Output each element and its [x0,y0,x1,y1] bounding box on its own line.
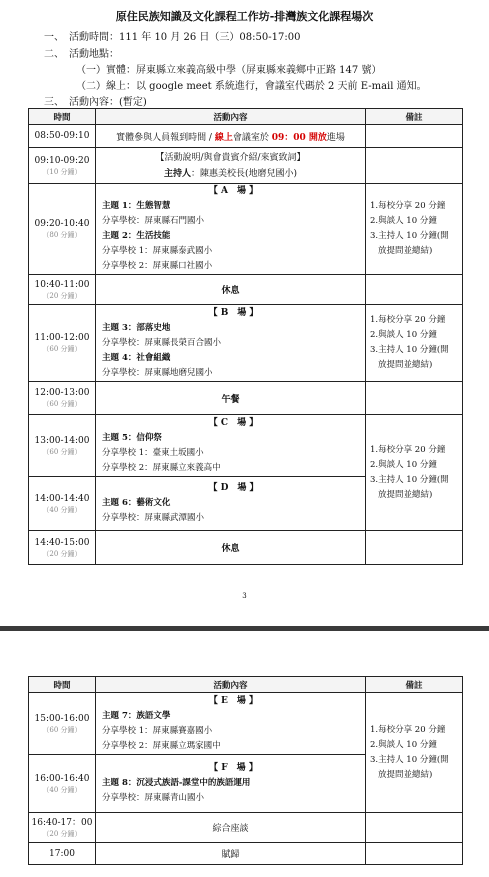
row-time [29,415,96,477]
note-line: 1.每校分享 20 分鐘 [370,724,446,735]
content-text: 進場 [326,132,345,143]
note-line: 1.每校分享 20 分鐘 [370,444,446,455]
content-text: 實體參與人員報到時間 / [116,132,215,143]
note-line: 2.與談人 10 分鐘 [370,459,437,470]
duration-text: （80 分鐘） [42,231,82,239]
row-content [96,477,366,531]
row-content [96,125,366,148]
time-text: 09:10-09:20 [34,155,90,166]
table-row [29,382,463,415]
duration-text: （20 分鐘） [42,549,82,558]
content-text: 會議室於 [232,132,272,143]
row-time [29,693,96,755]
row-note [366,813,463,843]
row-content: 休息 [96,275,366,305]
duration-text: （40 分鐘） [42,505,82,514]
row-content: 午餐 [96,382,366,415]
topic-title: 主題 1：生態智慧 [102,201,171,211]
page-break-bar [0,626,489,631]
table-row [29,125,463,148]
note-line: 放提問並總結) [378,489,433,500]
schedule-table-continued [28,676,463,865]
time-text: 12:00-13:00 [34,388,90,398]
row-content: 綜合座談 [96,813,366,843]
note-line: 1.每校分享 20 分鐘 [370,201,446,211]
host-name: ：陳惠美校長(地磨兒國小) [190,168,298,179]
row-content [96,415,366,477]
note-line: 2.與談人 10 分鐘 [370,330,437,340]
time-text: 08:50-09:10 [34,131,90,141]
highlight-text: 線上 [214,132,233,143]
note-line: 2.與談人 10 分鐘 [370,216,437,226]
event-content-label: 三、 活動內容：(暫定) [44,97,147,108]
sharing-school: 分享學校：屏東縣地磨兒國小 [102,367,213,378]
duration-text: （10 分鐘） [42,167,82,176]
section-heading: 【 B 場 】 [208,307,259,318]
sharing-school: 分享學校：屏東縣青山國小 [102,793,205,803]
header-time: 時間 [29,677,96,693]
duration-text: （60 分鐘） [42,725,82,734]
time-text: 15:00-16:00 [34,713,90,724]
sharing-school: 分享學校 2：屏東縣立瑪家國中 [102,740,221,751]
note-line: 放提問並總結) [378,246,433,256]
time-text: 17:00 [49,848,75,859]
time-text: 10:40-11:00 [34,279,90,290]
time-text: 13:00-14:00 [34,435,90,446]
table-row [29,415,463,477]
topic-title: 主題 2：生活技能 [102,231,171,241]
topic-title: 主題 6：藝術文化 [102,498,171,508]
row-note [366,415,463,531]
note-line: 放提問並總結) [378,769,433,780]
table-header-row [29,109,463,125]
row-time [29,755,96,813]
row-time [29,148,96,184]
section-heading: 【 D 場 】 [208,483,259,493]
page-separator [0,612,489,642]
note-line: 3.主持人 10 分鐘(開 [370,231,449,241]
duration-text: （60 分鐘） [42,345,82,353]
topic-title: 主題 5：信仰祭 [102,432,162,443]
header-note: 備註 [366,677,463,693]
page-2 [0,642,489,877]
note-line: 1.每校分享 20 分鐘 [370,315,446,325]
sharing-school: 分享學校：屏東縣長榮百合國小 [102,337,222,348]
note-line: 3.主持人 10 分鐘(開 [370,345,449,355]
row-content [96,755,366,813]
document-title: 原住民族知識及文化課程工作坊-排灣族文化課程場次 [115,10,374,23]
sharing-school: 分享學校 2：屏東縣口社國小 [102,261,213,271]
sharing-school: 分享學校：屏東縣武潭國小 [102,513,205,523]
row-time [29,843,96,865]
duration-text: （40 分鐘） [42,785,82,794]
row-content: 休息 [96,531,366,565]
time-text: 11:00-12:00 [34,333,90,343]
row-note [366,843,463,865]
row-note [366,382,463,415]
topic-title: 主題 7：族語文學 [102,710,171,721]
section-heading: 【 F 場 】 [209,763,258,773]
row-note [366,305,463,382]
row-time [29,275,96,305]
duration-text: （60 分鐘） [42,400,82,408]
row-note [366,693,463,813]
table-row [29,184,463,275]
row-note [366,275,463,305]
header-time: 時間 [29,109,96,125]
sharing-school: 分享學校 1：屏東縣賽嘉國小 [102,725,213,736]
section-heading: 【 A 場 】 [208,186,259,196]
row-time [29,813,96,843]
event-place-online: （二）線上：以 google meet 系統進行，會議室代碼於 2 天前 E-mail 通知。 [76,81,427,92]
note-line: 放提問並總結) [378,360,433,370]
page-number: 3 [242,592,247,600]
row-content [96,148,366,184]
section-heading: 【 E 場 】 [208,695,259,706]
row-time [29,477,96,531]
sharing-school: 分享學校 1：屏東縣泰武國小 [102,246,213,256]
topic-title: 主題 3：部落史地 [102,322,171,333]
time-text: 16:00-16:40 [34,773,90,784]
event-place-label: 二、 活動地點： [44,49,119,60]
header-content: 活動內容 [96,677,366,693]
duration-text: （20 分鐘） [42,291,82,300]
row-content [96,305,366,382]
time-text: 16:40-17：00 [31,817,93,828]
row-note [366,125,463,148]
row-content: 賦歸 [96,843,366,865]
row-time [29,305,96,382]
row-note [366,148,463,184]
row-time [29,382,96,415]
row-time [29,531,96,565]
time-text: 14:00-14:40 [34,493,90,504]
header-content: 活動內容 [96,109,366,125]
sharing-school: 分享學校 1：臺東土坂國小 [102,447,204,458]
row-time [29,184,96,275]
row-content [96,184,366,275]
duration-text: （20 分鐘） [42,829,82,838]
note-line: 3.主持人 10 分鐘(開 [370,754,449,765]
highlight-text: 09：00 開放 [271,132,327,143]
table-row [29,305,463,382]
topic-title: 主題 4：社會組織 [102,352,171,363]
table-row [29,813,463,843]
section-heading: 【 C 場 】 [208,417,259,428]
sharing-school: 分享學校：屏東縣石門國小 [102,216,205,226]
host-label: 主持人 [163,168,191,179]
table-row [29,148,463,184]
table-row [29,275,463,305]
duration-text: （60 分鐘） [42,447,82,456]
note-line: 3.主持人 10 分鐘(開 [370,474,449,485]
content-text: 【活動說明/與會貴賓介紹/來賓致詞】 [155,152,306,163]
sharing-school: 分享學校 2：屏東縣立來義高中 [102,462,221,473]
time-text: 09:20-10:40 [34,219,90,229]
event-date: 一、 活動時間：111 年 10 月 26 日（三）08:50-17:00 [44,32,301,43]
note-line: 2.與談人 10 分鐘 [370,739,437,750]
table-row [29,843,463,865]
header-note: 備註 [366,109,463,125]
row-note [366,531,463,565]
row-time [29,125,96,148]
table-header-row [29,677,463,693]
table-row [29,531,463,565]
event-place-physical: （一）實體：屏東縣立來義高級中學（屏東縣來義鄉中正路 147 號） [76,65,382,76]
table-row [29,693,463,755]
topic-title: 主題 8：沉浸式族語-課堂中的族語運用 [102,778,251,788]
row-content [96,693,366,755]
time-text: 14:40-15:00 [34,537,90,548]
schedule-table [28,108,463,565]
row-note [366,184,463,275]
